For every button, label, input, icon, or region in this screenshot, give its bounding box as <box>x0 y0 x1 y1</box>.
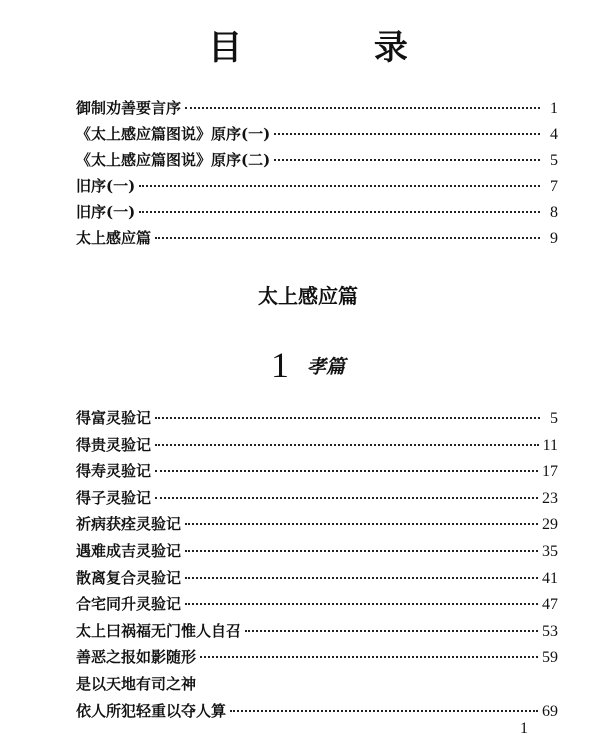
page-number: 1 <box>520 720 528 737</box>
chapter-name: 孝篇 <box>306 355 345 378</box>
dot-leader <box>139 211 540 213</box>
section-heading: 太上感应篇 <box>258 284 358 308</box>
toc-entry-title: 《太上感应篇图说》原序(一) <box>76 125 271 143</box>
dot-leader <box>155 470 538 472</box>
toc-entry[interactable] <box>76 405 558 432</box>
toc-entry-title: 御制劝善要言序 <box>76 99 182 117</box>
toc-entry-page: 5 <box>550 410 558 427</box>
toc-entry-title: 得富灵验记 <box>76 409 152 427</box>
dot-leader <box>185 107 540 109</box>
toc-entry-title: 得贵灵验记 <box>76 435 152 454</box>
toc-entry[interactable] <box>76 538 558 565</box>
toc-entry-page: 59 <box>542 649 558 667</box>
toc-entry-page: 35 <box>542 542 558 560</box>
dot-leader <box>245 630 538 632</box>
toc-entry[interactable] <box>76 432 558 459</box>
toc-entry-title: 是以天地有司之神 <box>76 674 197 693</box>
toc-entry[interactable] <box>76 147 558 173</box>
dot-leader <box>274 159 540 161</box>
toc-entry[interactable] <box>76 173 558 199</box>
dot-leader <box>185 550 538 552</box>
toc-entry-page: 11 <box>542 436 558 454</box>
dot-leader <box>185 523 538 525</box>
dot-leader <box>155 417 540 419</box>
dot-leader <box>155 497 538 499</box>
chapter-number: 1 <box>270 345 289 385</box>
toc-entry[interactable] <box>76 644 558 671</box>
toc-entry[interactable] <box>76 671 558 698</box>
chapter-heading <box>0 344 616 386</box>
toc-entry-title: 善恶之报如影随形 <box>76 648 197 667</box>
toc-entry-page: 9 <box>550 230 558 247</box>
toc-entry-page: 8 <box>550 204 558 221</box>
toc-entry-page: 53 <box>542 622 558 640</box>
toc-entry[interactable] <box>76 121 558 147</box>
toc-entry-page: 17 <box>542 463 558 481</box>
front-matter-toc <box>76 95 558 251</box>
toc-entry[interactable] <box>76 199 558 225</box>
dot-leader <box>200 656 538 658</box>
toc-entry-page: 7 <box>550 178 558 195</box>
dot-leader <box>230 710 538 712</box>
toc-entry-page: 29 <box>542 516 558 534</box>
dot-leader <box>274 133 540 135</box>
toc-entry-page: 41 <box>542 569 558 587</box>
page-title: 目 录 <box>208 28 468 68</box>
toc-entry-title: 《太上感应篇图说》原序(二) <box>76 151 271 169</box>
toc-entry[interactable] <box>76 485 558 512</box>
toc-entry-title: 太上曰祸福无门惟人自召 <box>76 621 242 640</box>
toc-entry-title: 遇难成吉灵验记 <box>76 541 182 560</box>
toc-entry-title: 太上感应篇 <box>76 229 152 247</box>
chapter-toc <box>76 405 558 724</box>
toc-entry-page: 47 <box>542 596 558 614</box>
dot-leader <box>155 444 539 446</box>
toc-entry-title: 依人所犯轻重以夺人算 <box>76 701 227 720</box>
toc-entry[interactable] <box>76 95 558 121</box>
dot-leader <box>185 603 538 605</box>
toc-entry[interactable] <box>76 511 558 538</box>
toc-entry-page: 4 <box>550 126 558 143</box>
toc-entry-title: 合宅同升灵验记 <box>76 595 182 614</box>
dot-leader <box>185 577 538 579</box>
toc-entry[interactable] <box>76 591 558 618</box>
toc-entry-page: 23 <box>542 489 558 507</box>
toc-entry[interactable] <box>76 225 558 251</box>
toc-entry[interactable] <box>76 458 558 485</box>
toc-entry-title: 旧序(一) <box>76 203 136 221</box>
toc-entry[interactable] <box>76 565 558 592</box>
toc-entry[interactable] <box>76 618 558 645</box>
toc-entry-title: 旧序(一) <box>76 177 136 195</box>
toc-entry-title: 祈病获痊灵验记 <box>76 515 182 534</box>
toc-entry-page: 69 <box>542 702 558 720</box>
toc-entry-page: 5 <box>550 152 558 169</box>
toc-entry-page: 1 <box>550 100 558 117</box>
toc-entry[interactable] <box>76 698 558 725</box>
dot-leader <box>139 185 540 187</box>
toc-entry-title: 得子灵验记 <box>76 488 152 507</box>
dot-leader <box>155 237 540 239</box>
toc-entry-title: 得寿灵验记 <box>76 462 152 481</box>
toc-entry-title: 散离复合灵验记 <box>76 568 182 587</box>
